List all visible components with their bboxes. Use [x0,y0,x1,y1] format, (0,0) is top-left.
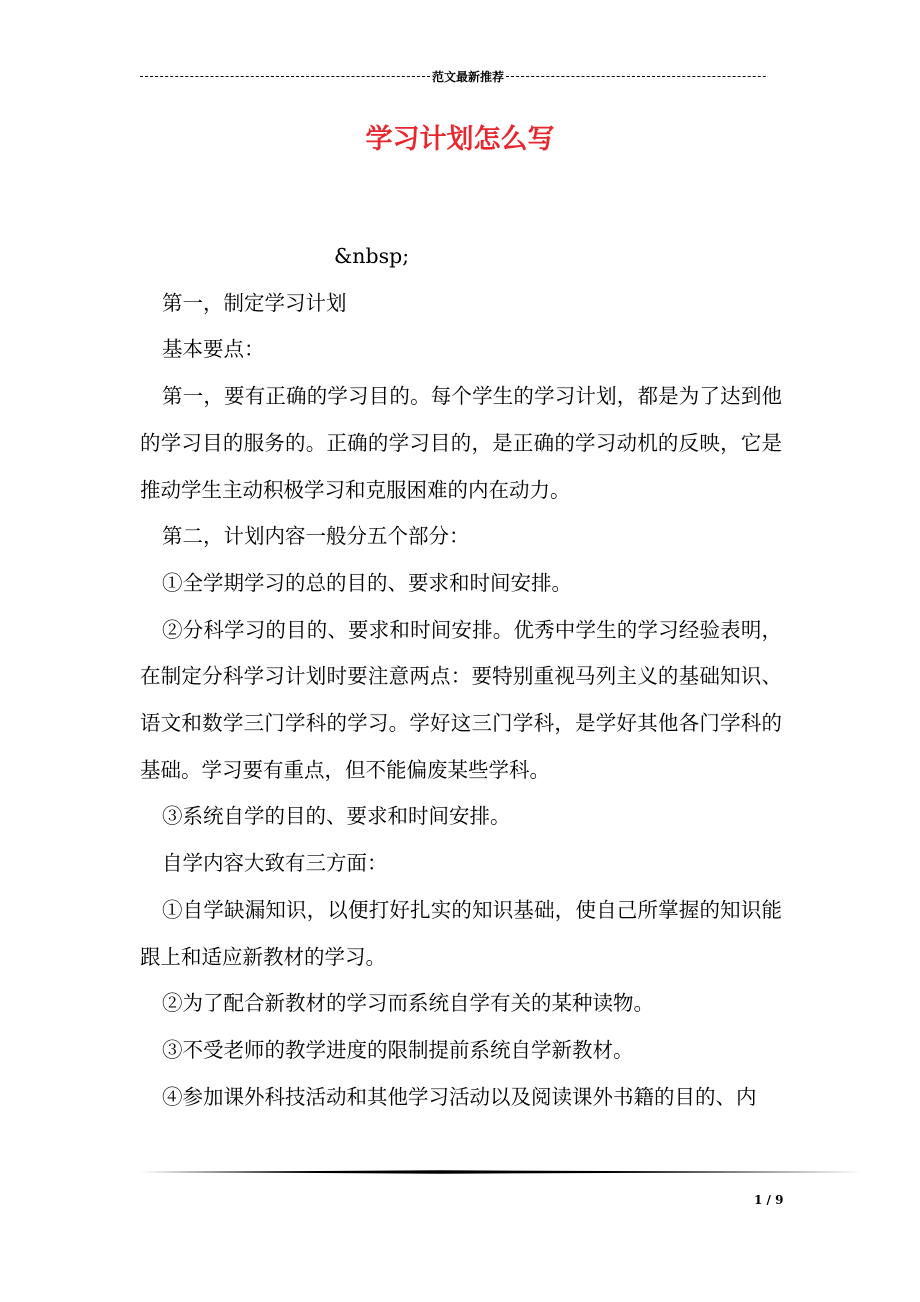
document-body [140,233,782,1120]
page-header [140,66,768,87]
paragraph: 第二，计划内容一般分五个部分： [162,524,470,549]
document-title: 学习计划怎么写 [365,124,555,155]
paragraph: 基本要点： [162,337,265,362]
paragraph: &nbsp; [334,244,410,268]
header-dash-right [506,76,768,77]
header-text: 范文最新推荐 [432,69,505,84]
paragraph: ③不受老师的教学进度的限制提前系统自学新教材。 [162,1037,634,1062]
paragraph: ④参加课外科技活动和其他学习活动以及阅读课外书籍的目的、内 [162,1084,757,1109]
paragraph: ②分科学习的目的、要求和时间安排。优秀中学生的学习经验表明，在制定分科学习计划时要注意两点：要特别重视马列主义的基础知识、语文和数学三门学科的学习。学好这三门学科，是学好其他各门学科的基础。学习要有重点，但不能偏废某些学科。 [140,617,782,782]
paragraph: ③系统自学的目的、要求和时间安排。 [162,804,511,829]
paragraph: 第一，要有正确的学习目的。每个学生的学习计划，都是为了达到他的学习目的服务的。正确的学习目的，是正确的学习动机的反映，它是推动学生主动积极学习和克服困难的内在动力。 [140,384,782,502]
paragraph: ①全学期学习的总的目的、要求和时间安排。 [162,570,572,595]
paragraph: 第一，制定学习计划 [162,290,347,315]
page-number: 1 / 9 [754,1193,784,1207]
paragraph: ②为了配合新教材的学习而系统自学有关的某种读物。 [162,991,654,1016]
paragraph: ①自学缺漏知识，以便打好扎实的知识基础，使自己所掌握的知识能跟上和适应新教材的学习。 [140,897,782,969]
header-dash-left [140,76,430,77]
footer-rule [140,1170,863,1174]
paragraph: 自学内容大致有三方面： [162,851,388,876]
